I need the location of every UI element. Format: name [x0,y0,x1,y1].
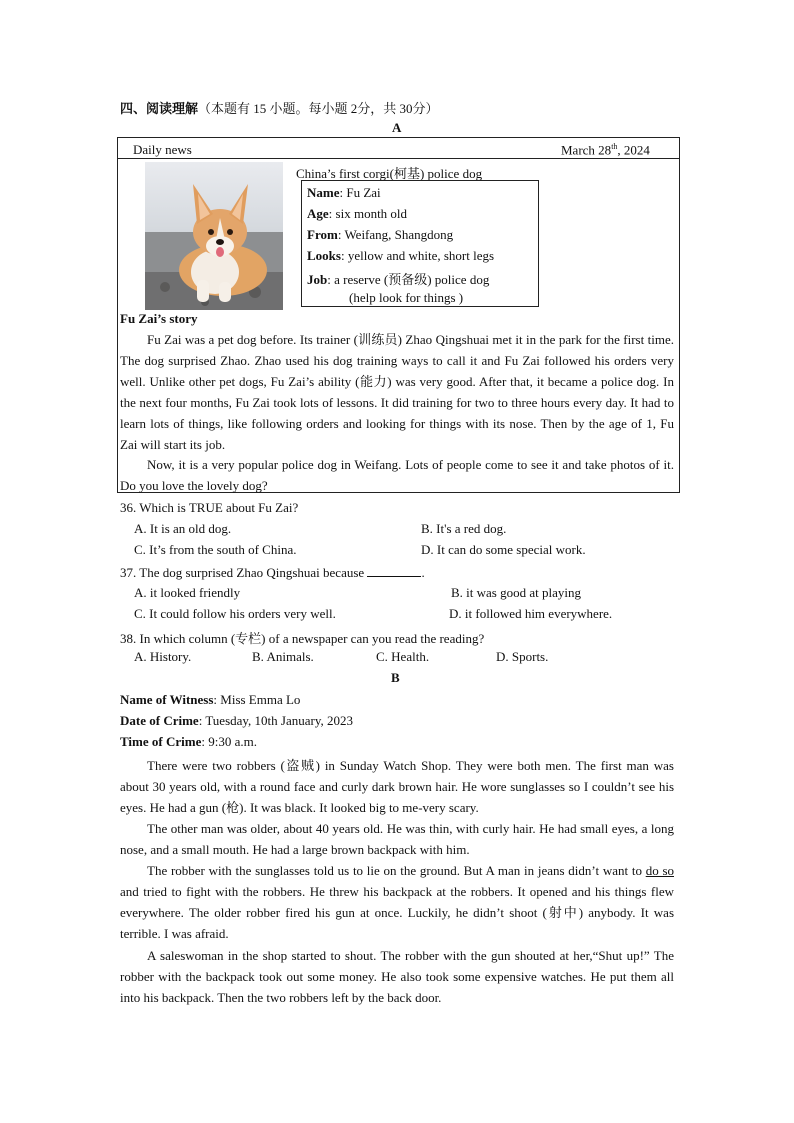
question-38-option-b: B. Animals. [252,649,314,664]
time-line: Time of Crime: 9:30 a.m. [120,734,257,749]
date-line: Date of Crime: Tuesday, 10th January, 2023 [120,713,353,728]
info-age: Age: six month old [307,206,408,221]
crime-paragraph-2: The other man was older, about 40 years old. He was thin, with curly hair. He had small eyes, a long nose, and a small mouth. He had a large brown backpack with him. [120,821,674,857]
section-heading: 四、阅读理解 [120,101,199,116]
section-title [120,98,439,117]
question-38-option-d: D. Sports. [496,649,549,664]
corgi-photo [145,162,283,310]
question-36-option-a: A. It is an old dog. [134,521,232,536]
question-37-option-a: A. it looked friendly [134,585,241,600]
question-37-option-b: B. it was good at playing [451,585,581,600]
question-37-option-d: D. it followed him everywhere. [449,606,613,621]
question-36-option-b: B. It's a red dog. [421,521,507,536]
question-37-stem: 37. The dog surprised Zhao Qingshuai because . [120,565,425,580]
question-38-option-a: A. History. [134,649,192,664]
info-from: From: Weifang, Shangdong [307,227,454,242]
underlined-phrase: do so [645,863,674,878]
crime-paragraph-4: A saleswoman in the shop started to shout. The robber with the gun shouted at her,“Shut up!” The robber with the backpack took out some money. He also took some expensive watches. He put them all into his backpack. Then the two robbers left by the back door. [120,948,674,1005]
info-job: Job: a reserve (预备级) police dog [307,272,490,287]
news-caption: China’s first corgi(柯基) police dog [296,166,483,181]
question-36-stem: 36. Which is TRUE about Fu Zai? [120,500,299,515]
info-job-extra: (help look for things ) [349,290,464,305]
news-header-date: March 28th, 2024 [561,142,650,158]
info-looks: Looks: yellow and white, short legs [307,248,495,263]
section-note: （本题有 15 小题。每小题 2分，共 30分） [198,101,439,116]
info-name: Name: Fu Zai [307,185,381,200]
question-38-option-c: C. Health. [376,649,430,664]
crime-paragraph-3: The robber with the sunglasses told us to lie on the ground. But A man in jeans didn’t want to do so and tried to fight with the robbers. He threw his backpack at the robbers. It opened and his things flew everywhere. The older robber fired his gun at once. Luckily, he didn’t shoot (射中) anybody. It was terrible. I was afraid. [120,863,674,941]
part-b-label: B [391,670,400,685]
news-header-title: Daily news [133,142,192,157]
question-38-stem: 38. In which column (专栏) of a newspaper can you read the reading? [120,631,485,646]
witness-line: Name of Witness: Miss Emma Lo [120,692,301,707]
question-36-option-d: D. It can do some special work. [421,542,586,557]
story-paragraph-2: Now, it is a very popular police dog in Weifang. Lots of people come to see it and take photos of it. Do you love the lovely dog? [120,457,674,493]
question-37-option-c: C. It could follow his orders very well. [134,606,336,621]
crime-paragraph-1: There were two robbers (盗贼) in Sunday Watch Shop. They were both men. The first man was about 30 years old, with a round face and curly dark brown hair. He wore sunglasses so I couldn’t see his eyes. He had a gun (枪). It was black. It looked big to me-very scary. [120,758,674,815]
answer-blank [367,564,421,577]
story-title: Fu Zai’s story [120,311,198,326]
part-a-label: A [392,120,402,135]
question-36-option-c: C. It’s from the south of China. [134,542,297,557]
story-paragraph-1: Fu Zai was a pet dog before. Its trainer (训练员) Zhao Qingshuai met it in the park for the first time. The dog surprised Zhao. Zhao used his dog training ways to call it and Fu Zai followed his orders very well. Unlike other pet dogs, Fu Zai’s ability (能力) was very good. After that, it became a police dog. In the next four months, Fu Zai took lots of lessons. It did training for two to three hours every day. It had to learn lots of things, like following orders and looking for things with its nose. Then by the age of 1, Fu Zai will start its job. [120,332,674,452]
